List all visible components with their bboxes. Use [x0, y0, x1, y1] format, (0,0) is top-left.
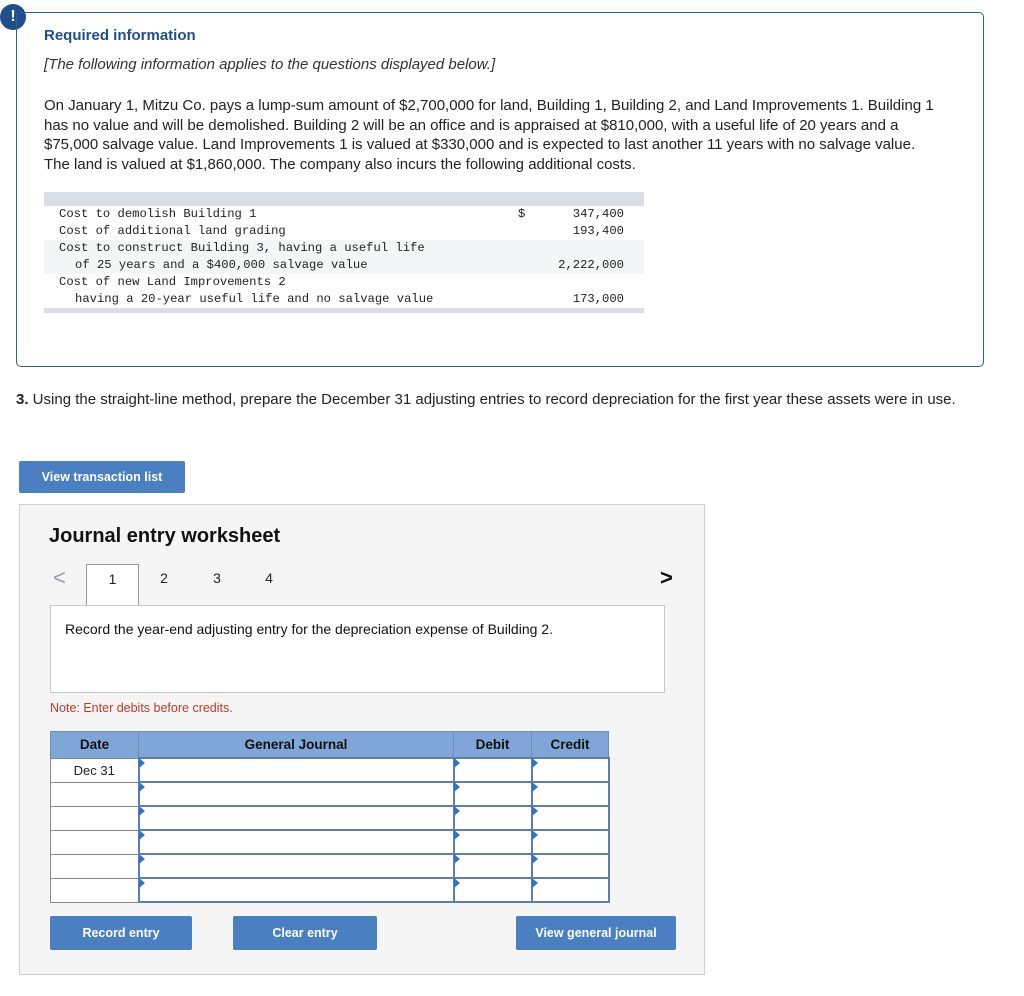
- currency-cell: [518, 257, 538, 274]
- table-top-bar: [44, 192, 644, 206]
- worksheet-title: Journal entry worksheet: [49, 525, 281, 547]
- cost-label: Cost to demolish Building 1: [59, 207, 257, 221]
- cost-amount: [538, 274, 644, 291]
- cost-row: [44, 291, 644, 308]
- additional-costs-table: [44, 192, 644, 313]
- view-transaction-list-button[interactable]: View transaction list: [19, 461, 185, 493]
- cost-row: [44, 240, 644, 257]
- cost-label: Cost of new Land Improvements 2: [59, 275, 286, 289]
- question-text: [16, 390, 996, 410]
- account-input[interactable]: [139, 806, 454, 830]
- view-general-journal-button[interactable]: View general journal: [516, 916, 676, 950]
- account-input[interactable]: [139, 782, 454, 806]
- journal-row: [51, 806, 609, 830]
- currency-symbol: $: [518, 207, 526, 221]
- date-cell: [51, 878, 139, 902]
- date-column-header: Date: [51, 732, 139, 759]
- cost-amount: 347,400: [572, 207, 624, 221]
- required-info-subtitle: [The following information applies to the questions displayed below.]: [44, 56, 496, 73]
- credit-input[interactable]: [532, 830, 609, 854]
- cost-label: Cost of additional land grading: [59, 224, 286, 238]
- entry-note: Note: Enter debits before credits.: [50, 701, 233, 715]
- tab-1[interactable]: 1: [86, 564, 139, 606]
- date-cell: [51, 806, 139, 830]
- debit-column-header: Debit: [454, 732, 532, 759]
- debit-input[interactable]: [454, 758, 532, 782]
- cost-row: [44, 223, 644, 240]
- account-input[interactable]: [139, 758, 454, 782]
- date-cell: [51, 830, 139, 854]
- journal-row: [51, 758, 609, 782]
- debit-input[interactable]: [454, 806, 532, 830]
- journal-row: [51, 782, 609, 806]
- date-cell: [51, 782, 139, 806]
- credit-input[interactable]: [532, 782, 609, 806]
- debit-input[interactable]: [454, 854, 532, 878]
- required-info-title: Required information: [44, 27, 196, 44]
- credit-input[interactable]: [532, 758, 609, 782]
- cost-amount: 173,000: [572, 292, 624, 306]
- currency-cell: [518, 240, 538, 257]
- credit-input[interactable]: [532, 806, 609, 830]
- tab-4[interactable]: 4: [265, 570, 273, 586]
- cost-amount: 193,400: [572, 224, 624, 238]
- journal-entry-worksheet: [19, 504, 705, 975]
- currency-cell: [518, 291, 538, 308]
- cost-label: Cost to construct Building 3, having a useful life: [44, 240, 518, 257]
- journal-row: [51, 854, 609, 878]
- entry-prompt: Record the year-end adjusting entry for the depreciation expense of Building 2.: [50, 605, 665, 693]
- cost-row: [44, 274, 644, 291]
- credit-input[interactable]: [532, 878, 609, 902]
- debit-input[interactable]: [454, 782, 532, 806]
- required-info-body: On January 1, Mitzu Co. pays a lump-sum amount of $2,700,000 for land, Building 1, Building 2, and Land Improvements 1. Building 1 has no value and will be demolished. Building 2 will be an office and is appraised at $810,000, with a useful life of 20 years and a $75,000 salvage value. Land Improvements 1 is valued at $330,000 and is expected to last another 11 years with no salvage value. The land is valued at $1,860,000. The company also incurs the following additional costs.: [44, 97, 934, 173]
- currency-cell: [518, 274, 538, 291]
- cost-label: of 25 years and a $400,000 salvage value: [44, 257, 518, 274]
- account-input[interactable]: [139, 830, 454, 854]
- journal-table: [50, 731, 610, 903]
- chevron-left-icon[interactable]: <: [53, 565, 66, 590]
- date-cell: [51, 854, 139, 878]
- cost-amount: 2,222,000: [538, 257, 644, 274]
- general-journal-column-header: General Journal: [139, 732, 454, 759]
- cost-row: [44, 257, 644, 274]
- alert-icon: !: [0, 4, 26, 30]
- date-cell: Dec 31: [51, 758, 139, 782]
- record-entry-button[interactable]: Record entry: [50, 916, 192, 950]
- currency-cell: [518, 223, 538, 240]
- debit-input[interactable]: [454, 878, 532, 902]
- tab-3[interactable]: 3: [213, 570, 221, 586]
- cost-row: [44, 206, 644, 223]
- account-input[interactable]: [139, 878, 454, 902]
- credit-input[interactable]: [532, 854, 609, 878]
- chevron-right-icon[interactable]: >: [660, 565, 673, 590]
- credit-column-header: Credit: [532, 732, 609, 759]
- cost-amount: [538, 240, 644, 257]
- cost-label: having a 20-year useful life and no salvage value: [75, 292, 434, 306]
- debit-input[interactable]: [454, 830, 532, 854]
- table-bottom-bar: [44, 308, 644, 313]
- journal-row: [51, 830, 609, 854]
- question-body: Using the straight-line method, prepare the December 31 adjusting entries to record depreciation for the first year these assets were in use.: [28, 391, 956, 408]
- journal-row: [51, 878, 609, 902]
- tab-2[interactable]: 2: [160, 570, 168, 586]
- clear-entry-button[interactable]: Clear entry: [233, 916, 377, 950]
- question-number: 3.: [16, 391, 29, 408]
- account-input[interactable]: [139, 854, 454, 878]
